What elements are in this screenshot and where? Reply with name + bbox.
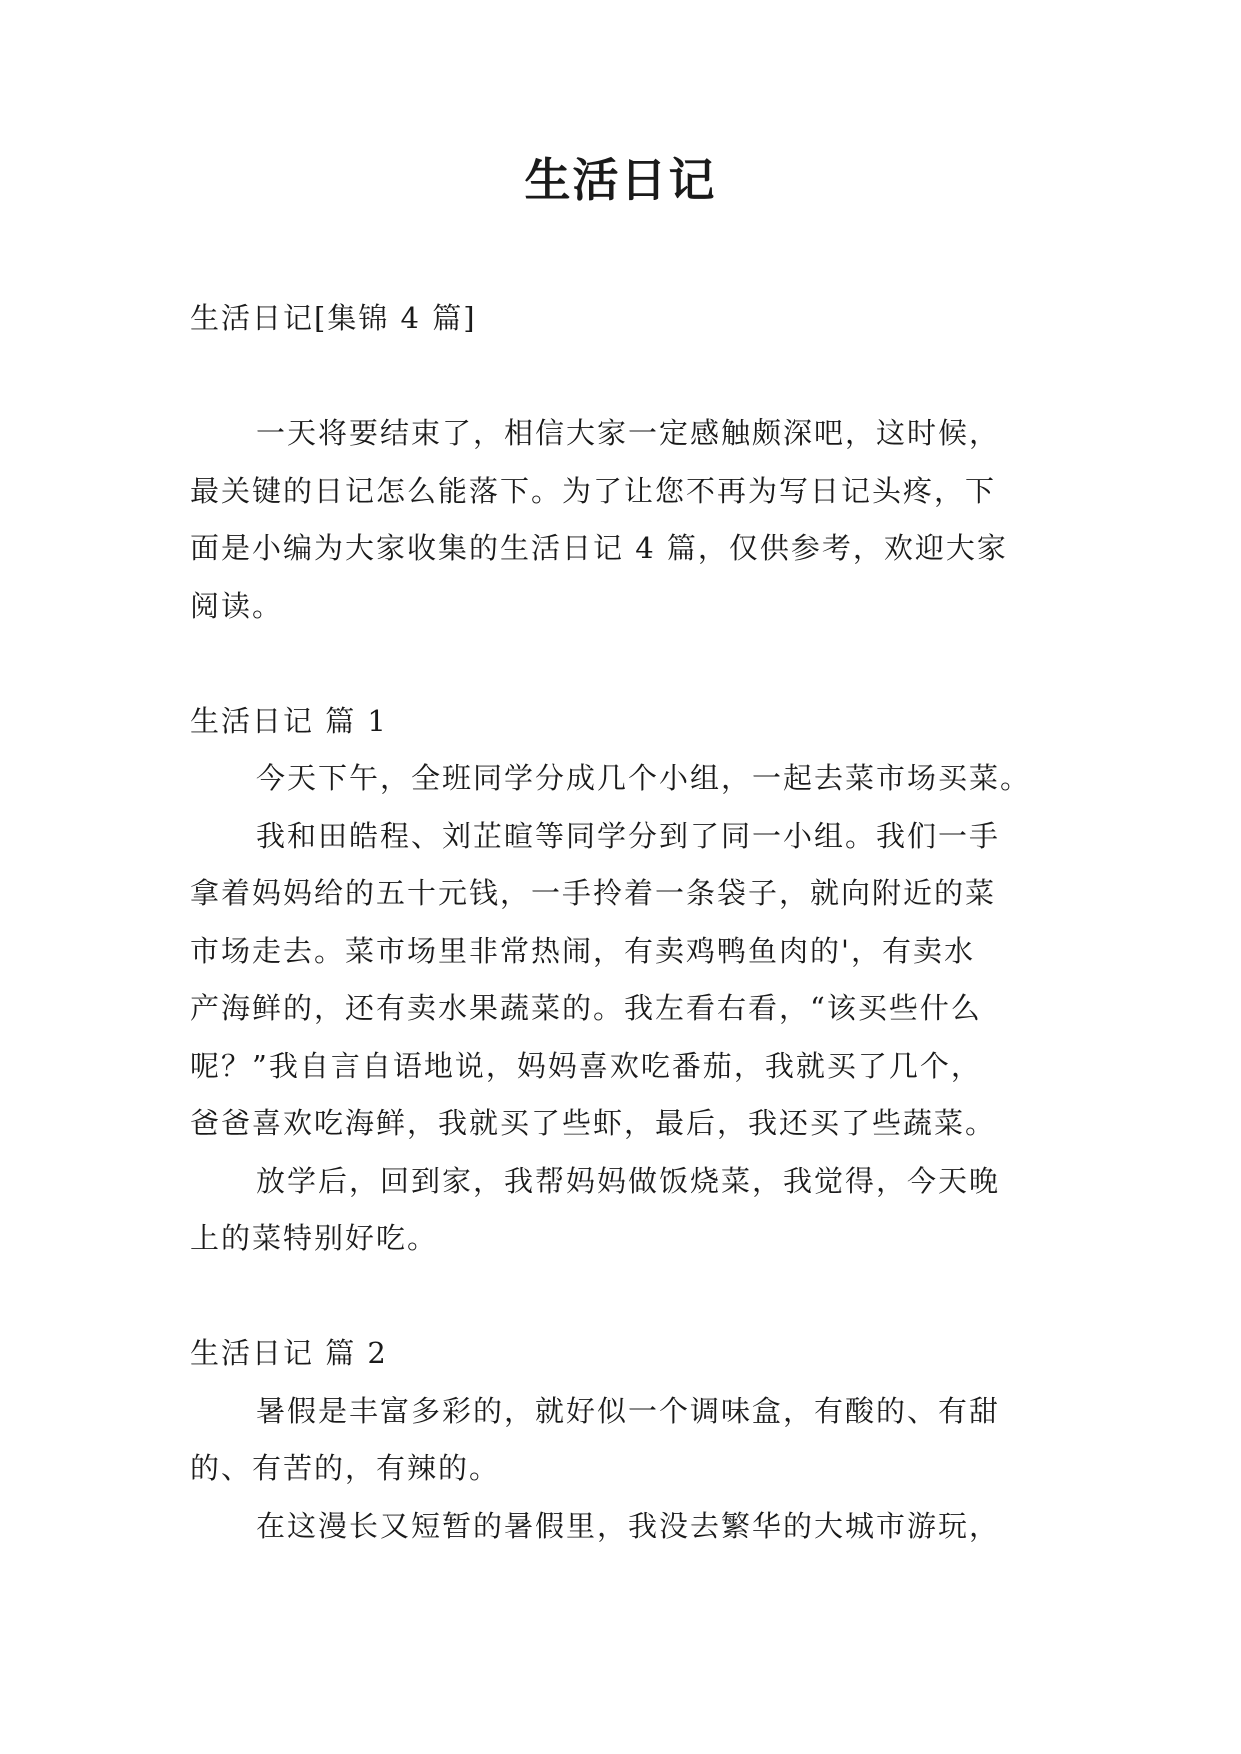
paragraph-line: 市场走去。菜市场里非常热闹，有卖鸡鸭鱼肉的'，有卖水 xyxy=(190,933,975,968)
spacer xyxy=(190,348,1070,406)
paragraph-line: 在这漫长又短暂的暑假里，我没去繁华的大城市游玩， xyxy=(256,1508,1001,1543)
spacer xyxy=(190,635,1070,693)
intro-line: 面是小编为大家收集的生活日记 4 篇，仅供参考，欢迎大家 xyxy=(190,531,1008,565)
intro-line: 阅读。 xyxy=(190,588,284,623)
paragraph-line: 我和田皓程、刘芷暄等同学分到了同一小组。我们一手 xyxy=(256,818,1001,853)
paragraph-line: 拿着妈妈给的五十元钱，一手拎着一条袋子，就向附近的菜 xyxy=(190,876,997,910)
document-title: 生活日记 xyxy=(524,153,717,207)
section-heading: 生活日记 篇 2 xyxy=(190,1336,388,1370)
document-body xyxy=(190,290,1070,1555)
paragraph-line: 产海鲜的，还有卖水果蔬菜的。我左看右看，“该买些什么 xyxy=(190,991,982,1025)
intro-line: 最关键的日记怎么能落下。为了让您不再为写日记头疼，下 xyxy=(190,473,997,508)
paragraph-line: 的、有苦的，有辣的。 xyxy=(190,1451,501,1485)
paragraph-line: 爸爸喜欢吃海鲜，我就买了些虾，最后，我还买了些蔬菜。 xyxy=(190,1106,997,1140)
paragraph-line: 上的菜特别好吃。 xyxy=(190,1221,439,1255)
document-subtitle: 生活日记[集锦 4 篇] xyxy=(190,301,477,335)
paragraph-line: 呢？”我自言自语地说，妈妈喜欢吃番茄，我就买了几个， xyxy=(190,1048,982,1083)
intro-line: 一天将要结束了，相信大家一定感触颇深吧，这时候， xyxy=(256,416,1001,450)
spacer xyxy=(190,1268,1070,1326)
section-heading: 生活日记 篇 1 xyxy=(190,703,388,738)
paragraph-line: 放学后，回到家，我帮妈妈做饭烧菜，我觉得，今天晚 xyxy=(256,1163,1001,1198)
paragraph-line: 暑假是丰富多彩的，就好似一个调味盒，有酸的、有甜 xyxy=(256,1393,1001,1428)
paragraph-line: 今天下午，全班同学分成几个小组，一起去菜市场买菜。 xyxy=(256,761,1032,795)
